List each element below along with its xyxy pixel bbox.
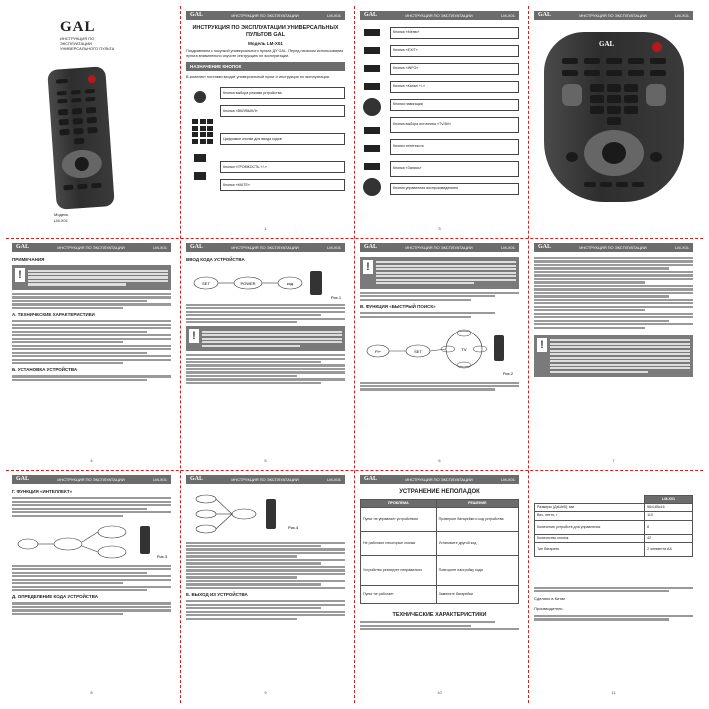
tech-specs-title: ТЕХНИЧЕСКИЕ ХАРАКТЕРИСТИКИ: [392, 611, 487, 618]
page2-title: ИНСТРУКЦИЯ ПО ЭКСПЛУАТАЦИИ УНИВЕРСАЛЬНЫХ ПУЛЬТОВ GAL: [192, 25, 339, 38]
cover-logo: GAL: [60, 19, 96, 35]
page10-heading: Е. ВЫХОД ИЗ УСТРОЙСТВА: [186, 591, 248, 597]
troubleshooting-title: УСТРАНЕНИЕ НЕПОЛАДОК: [399, 489, 480, 495]
section-specs: А. ТЕХНИЧЕСКИЕ ХАРАКТЕРИСТИКИ: [12, 312, 95, 318]
nav-pad-illustration: [363, 98, 381, 116]
page-4: [528, 6, 699, 237]
page-number: 4: [90, 457, 93, 463]
col-solution: РЕШЕНИЕ: [436, 499, 518, 507]
page-header: GAL ИНСТРУКЦИЯ ПО ЭКСПЛУАТАЦИИ LM-X01: [360, 475, 519, 484]
diagram-fig1: [186, 265, 344, 301]
table-row: Пульт не работает Замените батарейки: [361, 585, 519, 603]
page-header: GAL ИНСТРУКЦИЯ ПО ЭКСПЛУАТАЦИИ LM-X01: [186, 475, 345, 484]
text-block: [186, 542, 345, 589]
instruction-sheet: [6, 6, 703, 703]
page2-model-line: Модель LM-X01: [248, 41, 283, 46]
text-block: [534, 257, 693, 329]
label-exit: Кнопка «EXIT»: [390, 45, 519, 57]
warning-box: [12, 265, 171, 290]
table-row: Количество кнопок 42: [535, 534, 693, 542]
text-block: [186, 600, 345, 620]
label-playback: Кнопки управления воспроизведением: [390, 183, 519, 195]
diagram-fig2: [360, 319, 518, 379]
page-8: [528, 238, 699, 469]
numpad-illustration: [192, 119, 216, 144]
fig2-node-2: SET: [414, 349, 422, 355]
page-number: 9: [264, 689, 267, 695]
text-block: [186, 304, 345, 324]
warning-icon: !: [15, 268, 25, 282]
text-block: [12, 565, 171, 592]
label-channel: Кнопка «Канал +/-»: [390, 81, 519, 93]
text-block: [12, 375, 171, 381]
table-row: Тип батареек 2 элемента АА: [535, 542, 693, 556]
warning-icon: !: [537, 338, 547, 352]
remote-logo: GAL: [599, 40, 615, 48]
label-volume: Кнопки «ГРОМКОСТЬ +/-»: [220, 161, 345, 173]
page-number: 10: [437, 689, 442, 695]
text-block: [12, 497, 171, 517]
cover-model: LM-X01: [54, 218, 69, 223]
page-header: GAL ИНСТРУКЦИЯ ПО ЭКСПЛУАТАЦИИ LM-X01: [186, 243, 345, 252]
page-12: [528, 470, 699, 701]
text-block: [360, 621, 519, 630]
label-source: Кнопка выбора источника «TV/AV»: [390, 117, 519, 133]
fig1-node-3: код: [286, 281, 294, 287]
warning-icon: !: [363, 260, 373, 274]
label-mode: Кнопка выбора режима устройства: [220, 87, 345, 99]
text-block: [12, 602, 171, 615]
note-box: [534, 335, 693, 377]
text-block: [186, 354, 345, 384]
text-block: [534, 587, 693, 593]
label-info: Кнопка «INFO»: [390, 63, 519, 75]
table-row: Количение устройств для управления 8: [535, 520, 693, 534]
label-teletext: Кнопки телетекста: [390, 139, 519, 155]
text-block: [360, 312, 519, 318]
page-5: [6, 238, 177, 469]
page-number: 7: [612, 457, 615, 463]
table-row: Не работают некоторые кнопки Установите другой код: [361, 531, 519, 555]
page-header: GAL ИНСТРУКЦИЯ ПО ЭКСПЛУАТАЦИИ LM-X01: [360, 11, 519, 20]
label-power: Кнопка «ВКЛ/ВЫКЛ»: [220, 105, 345, 117]
page-2: [180, 6, 351, 237]
page-number: 3: [438, 225, 441, 231]
page9-section-2: Д. ОПРЕДЕЛЕНИЕ КОДА УСТРОЙСТВА: [12, 594, 98, 600]
page-cover: [6, 6, 177, 237]
cover-subtitle: ИНСТРУКЦИЯ ПО ЭКСПЛУАТАЦИИ УНИВЕРСАЛЬНОГО ПУЛЬТА: [60, 36, 115, 52]
page-number: 11: [611, 689, 616, 695]
page-6: [180, 238, 351, 469]
page6-heading: ВВОД КОДА УСТРОЙСТВА: [186, 257, 245, 262]
specs-table: [534, 495, 693, 557]
section-notes: ПРИМЕЧАНИЯ: [12, 257, 45, 262]
text-block: [12, 320, 171, 364]
cover-remote-image: [47, 66, 115, 210]
label-mute: Кнопка «MUTE»: [220, 179, 345, 191]
made-in: Сделано в Китае: [534, 596, 566, 602]
fig1-node-2: POWER: [240, 281, 256, 287]
page9-heading: Г. ФУНКЦИЯ «ИНТЕЛЛЕКТ»: [12, 489, 73, 494]
fig1-node-1: SET: [202, 281, 210, 287]
text-block: [360, 292, 519, 301]
fig3-caption: Рис.3: [156, 554, 168, 560]
page2-banner: НАЗНАЧЕНИЕ КНОПОК: [186, 62, 345, 70]
fig2-node-3: TV: [461, 347, 467, 353]
page-9: [6, 470, 177, 701]
page-header: GAL ИНСТРУКЦИЯ ПО ЭКСПЛУАТАЦИИ LM-X01: [534, 11, 693, 20]
page-header: GAL ИНСТРУКЦИЯ ПО ЭКСПЛУАТАЦИИ LM-X01: [12, 243, 171, 252]
page-number: 8: [90, 689, 93, 695]
label-record: Кнопка «Запись»: [390, 161, 519, 177]
diagram-fig4: [186, 489, 344, 539]
label-navigation: Кнопки навигации: [390, 99, 519, 111]
section-install: Б. УСТАНОВКА УСТРОЙСТВА: [12, 367, 78, 373]
text-block: [534, 615, 693, 621]
warning-icon: !: [189, 329, 199, 343]
fig4-caption: Рис.4: [288, 525, 299, 530]
page2-intro2: В комплект поставки входят универсальный пульт и инструкция по эксплуатации.: [186, 74, 330, 79]
note-box: [186, 326, 345, 351]
page2-intro: Поздравляем с покупкой универсального пульта ДУ GAL. Перед началом использования пульта внимательно изучите инструкцию по эксплуатации.: [186, 49, 344, 58]
page-header: GAL ИНСТРУКЦИЯ ПО ЭКСПЛУАТАЦИИ LM-X01: [186, 11, 345, 20]
fig2-caption: Рис.2: [502, 371, 514, 377]
page-7: [354, 238, 525, 469]
page-header: GAL ИНСТРУКЦИЯ ПО ЭКСПЛУАТАЦИИ LM-X01: [360, 243, 519, 252]
fig1-caption: Рис.1: [330, 295, 342, 301]
mute-button-illustration: [194, 172, 206, 180]
label-digits: Цифровые кнопки для ввода кодов: [220, 133, 345, 145]
table-row: Вес, нетто, г 110: [535, 512, 693, 520]
volume-button-illustration: [194, 154, 206, 162]
manufacturer-label: Производитель:: [534, 605, 564, 611]
page-number: 1: [264, 225, 267, 231]
note-box: [360, 257, 519, 289]
label-menu: Кнопка «Меню»: [390, 27, 519, 39]
page-number: 5: [264, 457, 267, 463]
page-3: [354, 6, 525, 237]
page-10: [180, 470, 351, 701]
specs-model-header: LM-X01: [645, 496, 693, 504]
table-row: Устройство реагирует неправильно Повторите настройку кода: [361, 555, 519, 585]
fig2-node-1: P/+: [374, 349, 382, 355]
diagram-fig3: [12, 518, 170, 562]
table-row: Пульт не управляет устройством Проверьте батарейки и код устройства: [361, 507, 519, 531]
text-block: [12, 293, 171, 309]
cover-model-label: Модель: [54, 212, 69, 217]
page-header: GAL ИНСТРУКЦИЯ ПО ЭКСПЛУАТАЦИИ LM-X01: [12, 475, 171, 484]
page-number: 6: [438, 457, 441, 463]
page-11: [354, 470, 525, 701]
power-button-illustration: [194, 91, 206, 103]
page7-heading: В. ФУНКЦИЯ «БЫСТРЫЙ ПОИСК»: [360, 303, 436, 309]
table-row: Размеры (ДхШхВ), мм 56x185x16: [535, 504, 693, 512]
troubleshooting-table: [360, 499, 519, 604]
col-problem: ПРОБЛЕМА: [361, 499, 437, 507]
text-block: [360, 382, 519, 391]
remote-image: [544, 32, 684, 202]
page-header: GAL ИНСТРУКЦИЯ ПО ЭКСПЛУАТАЦИИ LM-X01: [534, 243, 693, 252]
arrow-keys-illustration: [363, 178, 381, 196]
